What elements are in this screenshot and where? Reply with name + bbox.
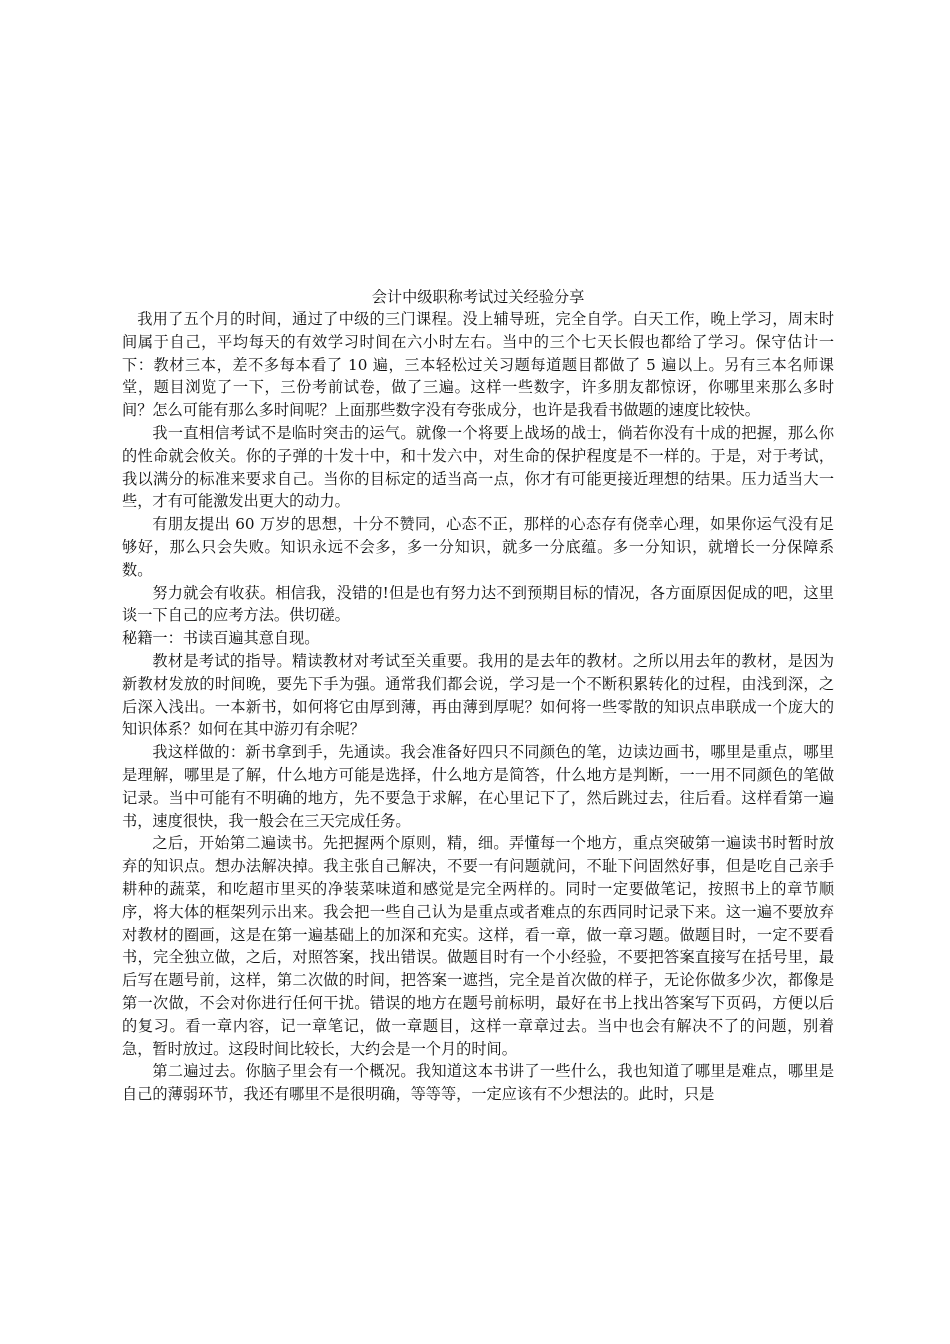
document-title: 会计中级职称考试过关经验分享 bbox=[371, 288, 585, 306]
paragraph: 有朋友提出 60 万岁的思想，十分不赞同，心态不正，那样的心态存有侥幸心理，如果你运气没有足够好，那么只会失败。知识永远不会多，多一分知识，就多一分底蕴。多一分知识，就增长一分保障系数。 bbox=[122, 515, 834, 579]
paragraph: 努力就会有收获。相信我，没错的!但是也有努力达不到预期目标的情况，各方面原因促成的吧，这里谈一下自己的应考方法。供切磋。 bbox=[122, 583, 834, 625]
paragraph: 我用了五个月的时间，通过了中级的三门课程。没上辅导班，完全自学。白天工作，晚上学习，周末时间属于自己，平均每天的有效学习时间在六小时左右。当中的三个七天长假也都给了学习。保守估计一下：教材三本，差不多每本看了 10 遍，三本轻松过关习题每道题目都做了 5 遍以上。另有三本名师课堂，题目浏览了一下，三份考前试卷，做了三遍。这样一些数字，许多朋友都惊讶，你哪里来那么多时间？怎么可能有那么多时间呢？上面那些数字没有夸张成分，也许是我看书做题的速度比较快。 bbox=[122, 310, 834, 420]
paragraph: 教材是考试的指导。精读教材对考试至关重要。我用的是去年的教材。之所以用去年的教材，是因为新教材发放的时间晚，要先下手为强。通常我们都会说，学习是一个不断积累转化的过程，由浅到深，之后深入浅出。一本新书，如何将它由厚到薄，再由薄到厚呢？如何将一些零散的知识点串联成一个庞大的知识体系？如何在其中游刃有余呢？ bbox=[122, 651, 834, 739]
document-page bbox=[122, 286, 834, 1106]
section-heading: 秘籍一：书读百遍其意自现。 bbox=[122, 629, 320, 648]
paragraph: 第二遍过去。你脑子里会有一个概况。我知道这本书讲了一些什么，我也知道了哪里是难点，哪里是自己的薄弱环节，我还有哪里不是很明确，等等等，一定应该有不少想法的。此时，只是 bbox=[122, 1062, 834, 1104]
paragraph: 我一直相信考试不是临时突击的运气。就像一个将要上战场的战士，倘若你没有十成的把握，那么你的性命就会攸关。你的子弹的十发十中，和十发六中，对生命的保护程度是不一样的。于是，对于考试，我以满分的标准来要求自己。当你的目标定的适当高一点，你才有可能更接近理想的结果。压力适当大一些，才有可能激发出更大的动力。 bbox=[122, 423, 834, 511]
paragraph: 之后，开始第二遍读书。先把握两个原则，精，细。弄懂每一个地方，重点突破第一遍读书时暂时放弃的知识点。想办法解决掉。我主张自己解决，不要一有问题就问，不耻下问固然好事，但是吃自己亲手耕种的蔬菜，和吃超市里买的净装菜味道和感觉是完全两样的。同时一定要做笔记，按照书上的章节顺序，将大体的框架列示出来。我会把一些自己认为是重点或者难点的东西同时记录下来。这一遍不要放弃对教材的圈画，这是在第一遍基础上的加深和充实。这样，看一章，做一章习题。做题目时，一定不要看书，完全独立做，之后，对照答案，找出错误。做题目时有一个小经验，不要把答案直接写在括号里，最后写在题号前，这样，第二次做的时间，把答案一遮挡，完全是首次做的样子，无论你做多少次，都像是第一次做，不会对你进行任何干扰。错误的地方在题号前标明，最好在书上找出答案写下页码，方便以后的复习。看一章内容，记一章笔记，做一章题目，这样一章章过去。当中也会有解决不了的问题，别着急，暂时放过。这段时间比较长，大约会是一个月的时间。 bbox=[122, 834, 834, 1058]
paragraph: 我这样做的：新书拿到手，先通读。我会准备好四只不同颜色的笔，边读边画书，哪里是重点，哪里是理解，哪里是了解，什么地方可能是选择，什么地方是简答，什么地方是判断，一一用不同颜色的笔做记录。当中可能有不明确的地方，先不要急于求解，在心里记下了，然后跳过去，往后看。这样看第一遍书，速度很快，我一般会在三天完成任务。 bbox=[122, 743, 834, 830]
